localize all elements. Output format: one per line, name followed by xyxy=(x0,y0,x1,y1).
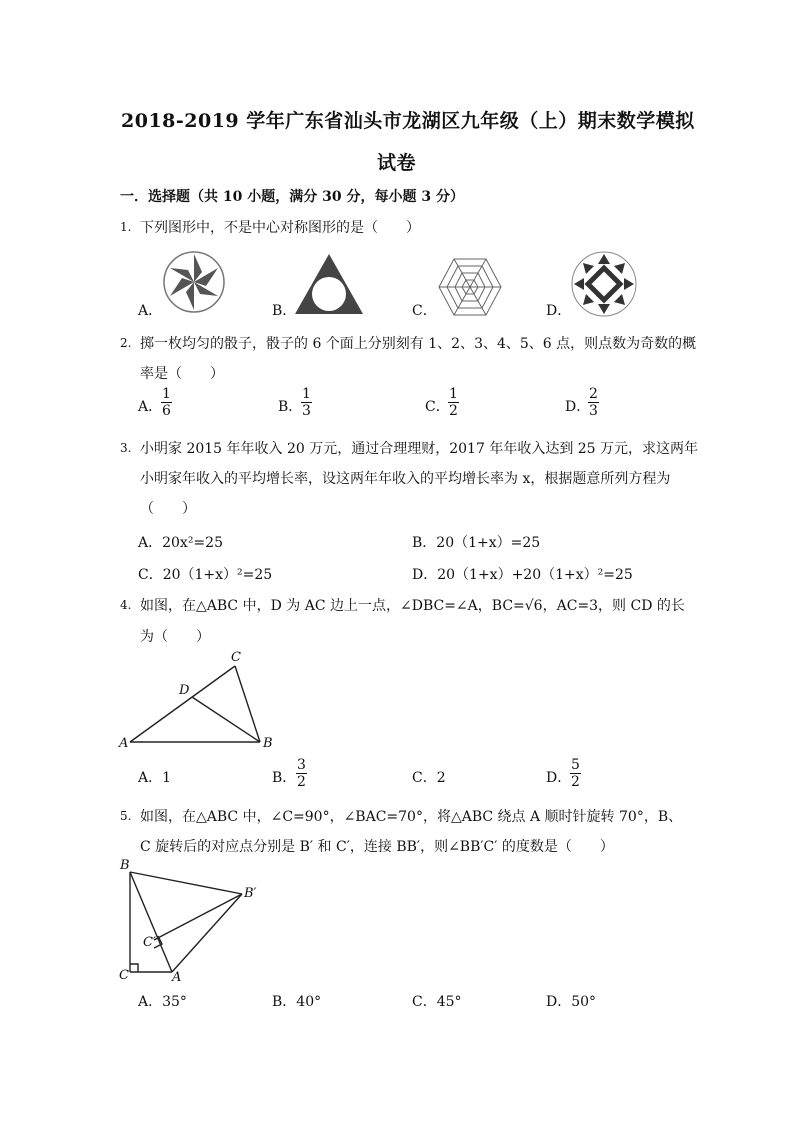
q3-option-a: A．20x²=25 xyxy=(138,535,223,551)
q2-option-d-label: D． xyxy=(565,399,591,415)
q1-option-d: D． xyxy=(546,303,572,319)
section-heading: 一．选择题（共 10 小题，满分 30 分，每小题 3 分） xyxy=(120,189,464,205)
q2-stem-line1: 掷一枚均匀的骰子，骰子的 6 个面上分别刻有 1、2、3、4、5、6 点，则点数为奇数的概 xyxy=(140,336,697,352)
q3-stem-line2: 小明家年收入的平均增长率，设这两年年收入的平均增长率为 x，根据题意所列方程为 xyxy=(140,471,671,487)
q5-stem-line1: 如图，在△ABC 中，∠C=90°，∠BAC=70°，将△ABC 绕点 A 顺时针旋转 70°，B、 xyxy=(140,809,683,825)
q1-figure-a xyxy=(162,250,226,314)
q5-label-b-prime: B′ xyxy=(244,886,257,901)
q5-label-c-prime: C′ xyxy=(143,935,156,950)
q5-option-b: B．40° xyxy=(272,994,322,1010)
q5-label-c: C xyxy=(119,968,129,983)
q3-option-d: D．20（1+x）+20（1+x）²=25 xyxy=(412,567,633,583)
q1-stem: 下列图形中，不是中心对称图形的是（ ） xyxy=(140,220,420,236)
q3-option-c: C．20（1+x）²=25 xyxy=(138,567,273,583)
q4-triangle-figure xyxy=(118,650,288,750)
q2-option-c-fraction xyxy=(448,386,459,419)
numerator: 3 xyxy=(297,757,306,773)
q5-stem-line2: C 旋转后的对应点分别是 B′ 和 C′，连接 BB′，则∠BB′C′ 的度数是（ ） xyxy=(140,839,614,855)
q4-option-d-label: D． xyxy=(546,770,572,786)
q4-label-c: C xyxy=(231,650,241,665)
numerator: 1 xyxy=(302,386,311,402)
q3-option-b: B．20（1+x）=25 xyxy=(412,535,541,551)
denominator: 2 xyxy=(449,403,458,420)
q4-option-c: C．2 xyxy=(412,770,446,786)
page-title: 2018-2019 学年广东省汕头市龙湖区九年级（上）期末数学模拟 xyxy=(121,110,695,132)
q1-figure-b xyxy=(293,252,365,316)
q5-option-c: C．45° xyxy=(412,994,462,1010)
q3-stem-line3: （ ） xyxy=(140,501,196,517)
q2-stem-line2: 率是（ ） xyxy=(140,366,224,382)
q1-figure-c xyxy=(437,257,503,317)
q5-option-d: D．50° xyxy=(546,994,597,1010)
q2-number: 2. xyxy=(120,336,132,350)
page-title-cont: 试卷 xyxy=(377,152,417,174)
q4-label-d: D xyxy=(179,683,190,698)
denominator: 2 xyxy=(571,774,580,791)
numerator: 1 xyxy=(449,386,458,402)
q4-label-a: A xyxy=(119,736,129,751)
q2-option-a-label: A． xyxy=(138,399,163,415)
q1-option-c: C． xyxy=(412,303,437,319)
denominator: 2 xyxy=(297,774,306,791)
q4-option-b-label: B． xyxy=(272,770,297,786)
numerator: 2 xyxy=(589,386,598,402)
q4-option-a: A．1 xyxy=(138,770,172,786)
q3-number: 3. xyxy=(120,441,132,455)
q1-option-a: A． xyxy=(138,303,163,319)
q4-option-b-fraction xyxy=(296,757,307,790)
q2-option-b-label: B． xyxy=(278,399,303,415)
q2-option-d-fraction xyxy=(588,386,599,419)
q4-number: 4. xyxy=(120,598,132,612)
q5-number: 5. xyxy=(120,809,132,823)
denominator: 3 xyxy=(302,403,311,420)
q5-label-a: A xyxy=(172,970,182,985)
q5-option-a: A．35° xyxy=(138,994,187,1010)
q4-option-d-fraction xyxy=(570,757,581,790)
q5-rotation-figure xyxy=(118,860,258,980)
q2-option-a-fraction xyxy=(161,386,172,419)
numerator: 1 xyxy=(162,386,171,402)
numerator: 5 xyxy=(571,757,580,773)
q5-label-b: B xyxy=(120,858,130,873)
q1-figure-d xyxy=(570,250,638,318)
denominator: 3 xyxy=(589,403,598,420)
q4-stem-line1: 如图，在△ABC 中，D 为 AC 边上一点，∠DBC=∠A，BC=√6，AC=3，则 CD 的长 xyxy=(140,598,685,614)
q4-stem-line2: 为（ ） xyxy=(140,629,210,645)
q3-stem-line1: 小明家 2015 年年收入 20 万元，通过合理理财，2017 年年收入达到 25 万元，求这两年 xyxy=(140,441,699,457)
q4-label-b: B xyxy=(263,736,273,751)
q2-option-c-label: C． xyxy=(425,399,450,415)
q1-number: 1. xyxy=(120,220,132,234)
denominator: 6 xyxy=(162,403,171,420)
q1-option-b: B． xyxy=(272,303,297,319)
q2-option-b-fraction xyxy=(301,386,312,419)
